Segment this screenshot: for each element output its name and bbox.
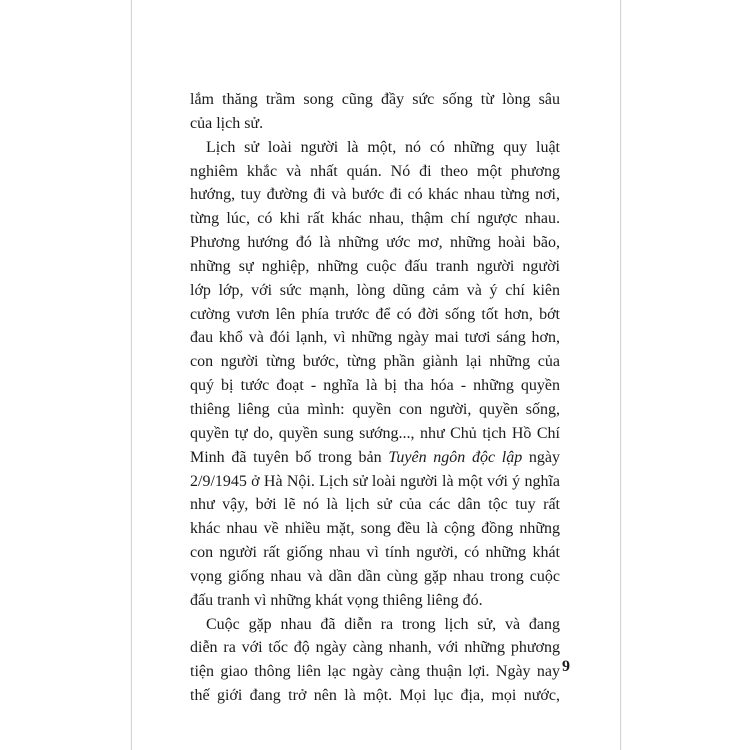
text-line: quý bị tước đoạt - nghĩa là bị tha hóa - những quyền [190,377,560,395]
text-line: Phương hướng đó là những ước mơ, những hoài bão, [190,234,560,252]
text-line: lớp lớp, với sức mạnh, lòng dũng cảm và ý chí kiên [190,281,560,299]
page-number: 9 [562,658,570,675]
text-line: cường vươn lên phía trước để có đời sống tốt hơn, bớt [190,305,560,323]
text-line: của lịch sử. [190,114,264,132]
text-line: vọng giống nhau và dần dần cùng gặp nhau trong cuộc [190,567,560,585]
text-line: khác nhau về nhiều mặt, song đều là cộng đồng những [190,520,560,538]
text-line: 2/9/1945 ở Hà Nội. Lịch sử loài người là một với ý nghĩa [190,472,560,490]
text-line: như vậy, bởi lẽ nó là lịch sử của các dân tộc tuy rất [190,496,560,514]
text-line: con người từng bước, từng phần giành lại những của [190,353,560,371]
text-line: đấu tranh vì những khát vọng thiêng liêng đó. [190,591,483,609]
book-page [131,0,621,750]
text-line: lắm thăng trầm song cũng đầy sức sống từ lòng sâu [190,91,560,108]
text-line: thiêng liêng của mình: quyền con người, quyền sống, [190,400,560,418]
text-line: hướng, tuy đường đi và bước đi có khác nhau từng nơi, [190,186,560,204]
text-line-part: Minh đã tuyên bố trong bản [190,448,389,466]
text-line [190,446,560,470]
text-line: quyền tự do, quyền sung sướng..., như Chủ tịch Hồ Chí [190,424,560,442]
text-line: đau khổ và đói lạnh, vì những ngày mai tươi sáng hơn, [190,329,560,347]
text-line: tiện giao thông liên lạc ngày càng thuận lợi. Ngày nay [190,663,560,681]
text-line: Lịch sử loài người là một, nó có những quy luật [206,138,560,156]
body-text [190,88,560,708]
text-line-part: ngày [522,448,560,466]
text-line: con người rất giống nhau vì tính người, có những khát [190,544,560,562]
text-line: thế giới đang trở nên là một. Mọi lục địa, mọi nước, [190,687,560,705]
text-line: nghiêm khắc và nhất quán. Nó đi theo một phương [190,162,560,180]
text-line: những sự nghiệp, những cuộc đấu tranh người người [190,257,560,275]
text-line: diễn ra với tốc độ ngày càng nhanh, với những phương [190,639,560,657]
document-title-italic: Tuyên ngôn độc lập [388,448,523,466]
text-line: từng lúc, có khi rất khác nhau, thậm chí ngược nhau. [190,210,560,228]
text-line: Cuộc gặp nhau đã diễn ra trong lịch sử, và đang [206,615,560,633]
